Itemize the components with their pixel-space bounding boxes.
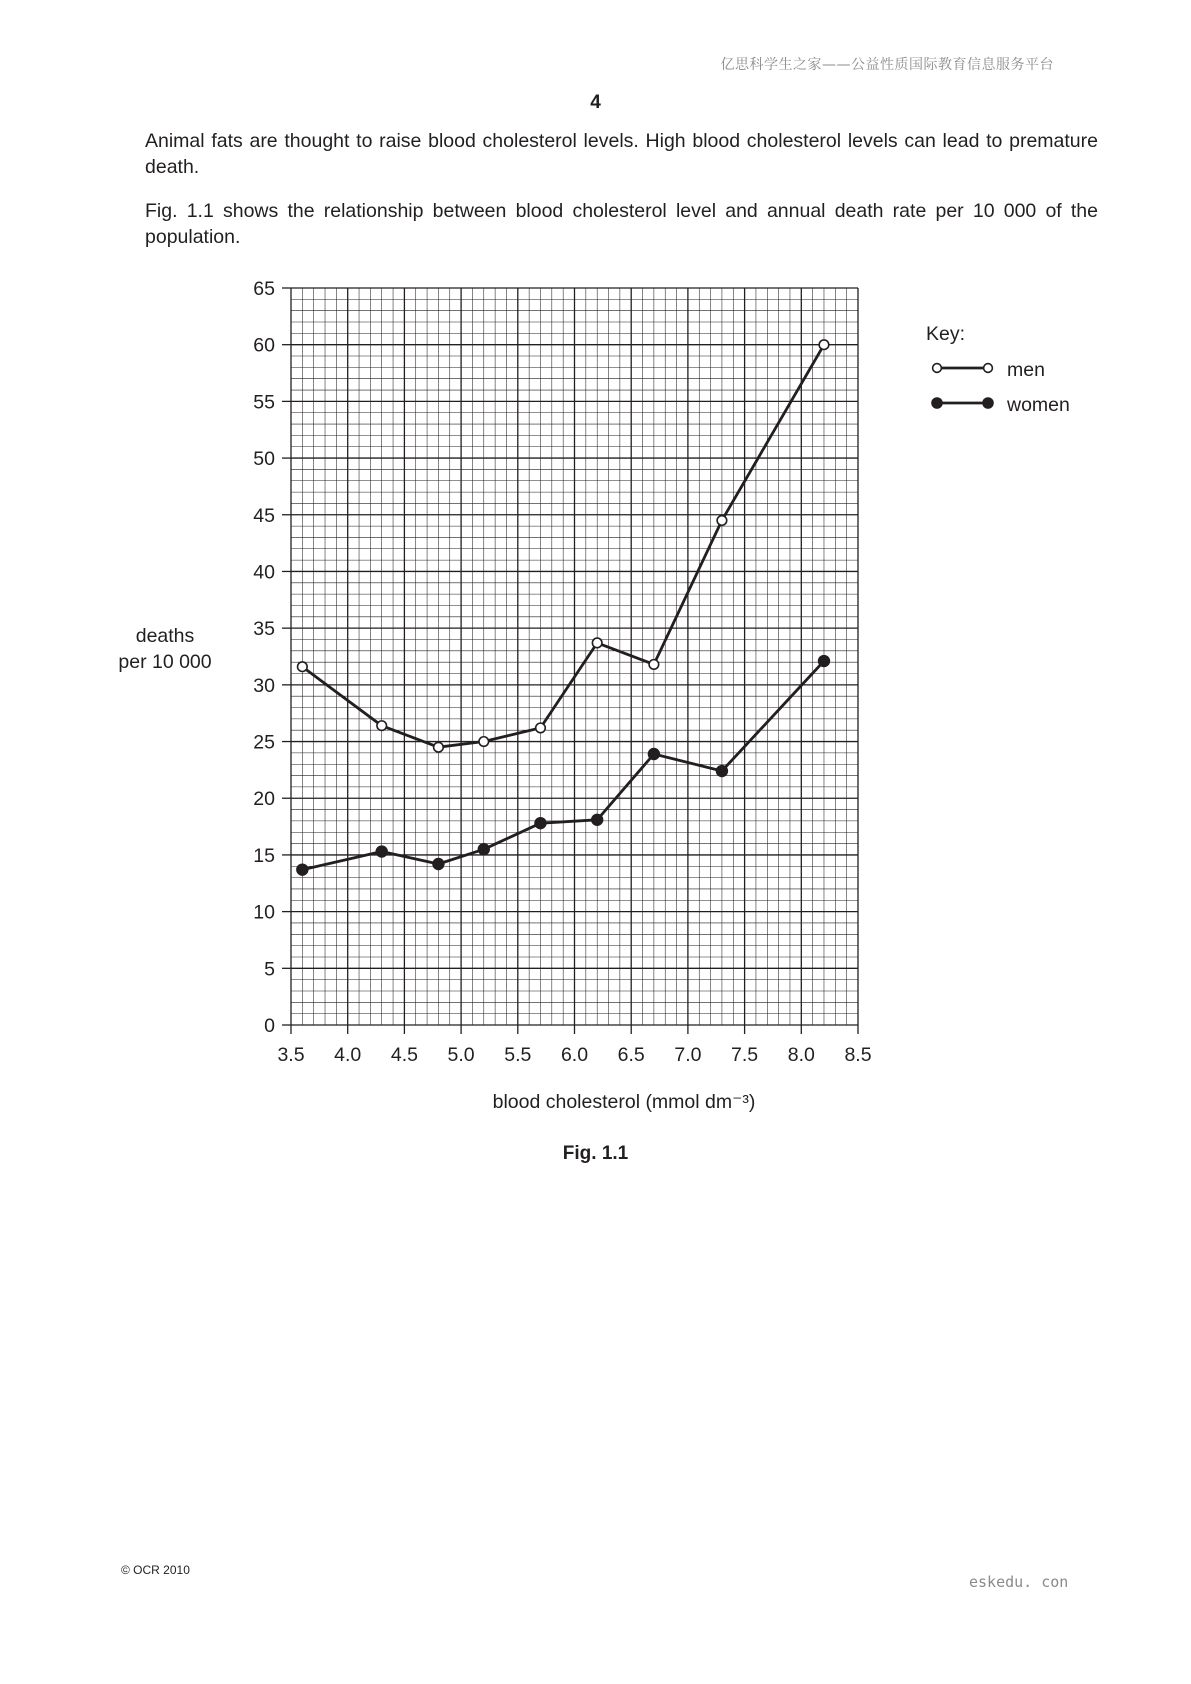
y-tick-label: 30 [253,674,275,697]
y-tick-label: 5 [264,958,275,981]
y-axis-label-line2: per 10 000 [118,651,212,673]
x-tick-label: 4.5 [390,1044,418,1066]
x-tick-label: 4.0 [334,1044,362,1066]
legend-marker-women [932,398,942,408]
data-point-women [478,844,489,855]
x-axis-label: blood cholesterol (mmol dm⁻³) [492,1091,756,1113]
y-tick-label: 40 [253,561,275,584]
figure-caption: Fig. 1.1 [562,1143,629,1164]
y-tick-label: 25 [253,731,275,754]
y-axis-label-line1: deaths [135,625,195,647]
x-tick-label: 8.0 [787,1044,815,1066]
watermark-bottom: eskedu. con [969,1573,1069,1591]
y-tick-label: 55 [253,391,275,414]
data-point-men [819,340,829,350]
y-tick-label: 0 [264,1015,275,1037]
legend-marker-men [933,364,942,373]
watermark-top: 亿思科学生之家——公益性质国际教育信息服务平台 [720,57,1054,73]
data-point-women [717,766,728,777]
data-point-men [377,721,387,731]
x-tick-label: 3.5 [277,1044,305,1066]
y-tick-label: 10 [253,901,275,924]
data-point-men [717,516,727,526]
legend-label-women: women [1007,394,1070,416]
data-point-women [297,864,308,875]
y-tick-label: 15 [253,844,275,867]
y-tick-label: 65 [253,278,275,300]
data-point-men [592,638,602,648]
data-point-women [535,818,546,829]
x-tick-label: 5.5 [504,1044,532,1066]
x-tick-label: 6.5 [617,1044,645,1066]
y-tick-label: 60 [253,334,275,357]
data-point-men [649,660,659,670]
data-point-women [592,814,603,825]
legend-marker-men [984,364,993,373]
data-point-men [536,723,546,733]
x-tick-label: 8.5 [844,1044,872,1066]
y-tick-label: 35 [253,618,275,641]
legend-marker-women [983,398,993,408]
y-tick-label: 50 [253,448,275,471]
data-point-women [648,749,659,760]
legend-title: Key: [926,323,966,345]
data-point-men [479,737,489,747]
x-tick-label: 7.5 [731,1044,759,1066]
data-point-women [819,656,830,667]
copyright: © OCR 2010 [121,1563,190,1577]
data-point-men [298,662,308,672]
legend-label-men: men [1007,359,1045,381]
figure-description-paragraph: Fig. 1.1 shows the relationship between blood cholesterol level and annual death rate per 10 000 of the population. [145,200,1098,248]
x-tick-label: 7.0 [674,1044,702,1066]
y-tick-label: 45 [253,504,275,527]
data-point-women [433,859,444,870]
page-number: 4 [590,92,601,113]
intro-paragraph: Animal fats are thought to raise blood cholesterol levels. High blood cholesterol levels can lead to premature death. [145,130,1098,178]
data-point-women [376,846,387,857]
y-tick-label: 20 [253,788,275,811]
x-tick-label: 5.0 [447,1044,475,1066]
data-point-men [434,742,444,752]
x-tick-label: 6.0 [560,1044,589,1066]
